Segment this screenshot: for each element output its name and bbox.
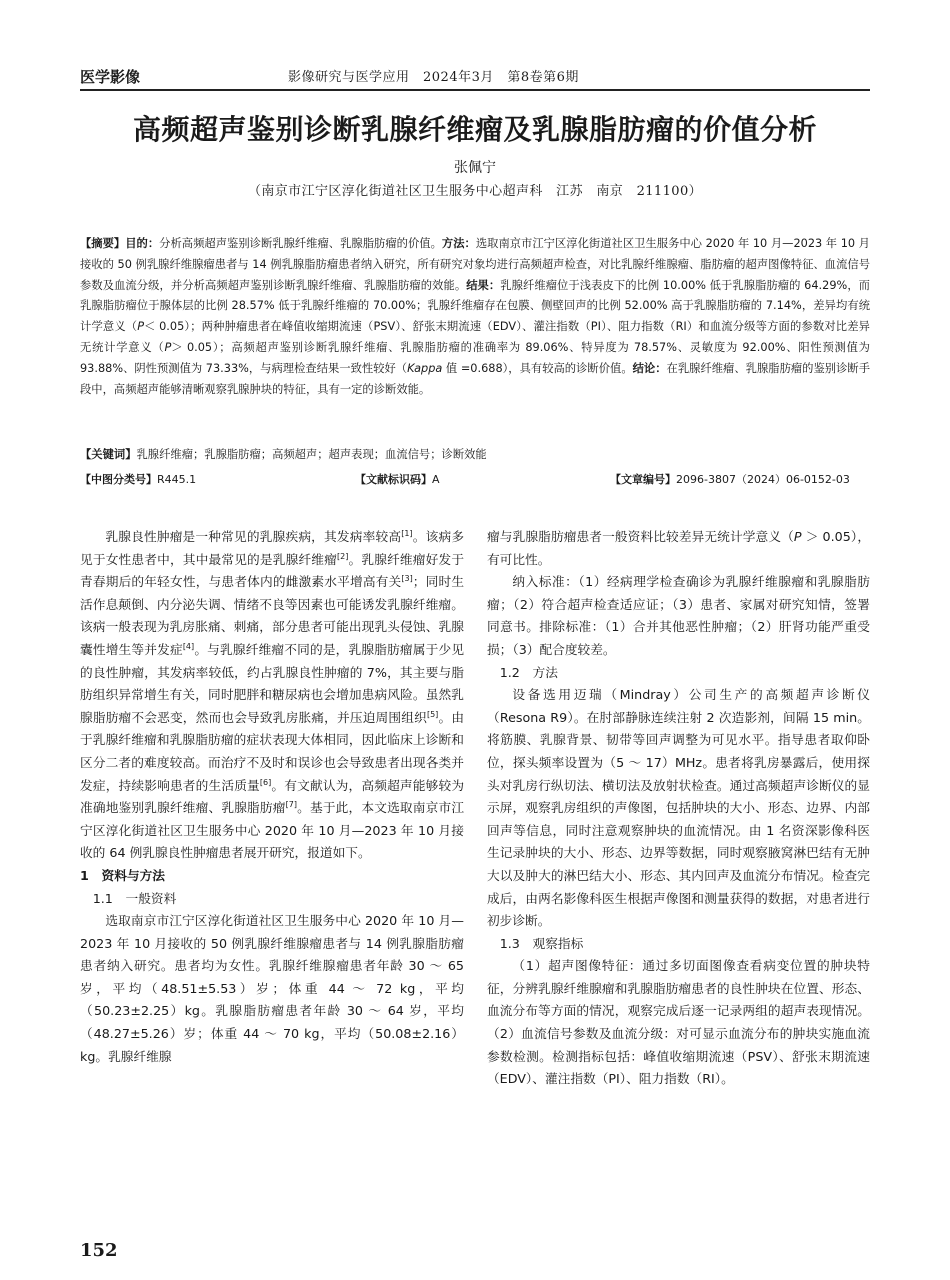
keywords-text: 乳腺纤维瘤；乳腺脂肪瘤；高频超声；超声表现；血流信号；诊断效能: [136, 448, 487, 461]
continued-paragraph: 瘤与乳腺脂肪瘤患者一般资料比较差异无统计学意义（P ＞ 0.05），有可比性。: [487, 529, 871, 567]
result-text-c: ＞ 0.05）；高频超声鉴别诊断乳腺纤维瘤、乳腺脂肪瘤的准确率为 89.06%、特异度为 78.57%、灵敏度为 92.00%、阳性预测值为 93.88%、阴性预测值为 73.33%，与病理检查结果一致性较好（: [80, 340, 870, 375]
subsection-heading: 1.2 方法: [499, 664, 558, 680]
p-symbol: P: [164, 340, 172, 354]
clc-number: [80, 471, 196, 487]
journal-header: 影像研究与医学应用 2024年3月 第8卷第6期: [288, 70, 579, 85]
art-value: 2096-3807（2024）06-0152-03: [676, 473, 850, 486]
citation: [4]: [182, 641, 195, 651]
section-label: 医学影像: [80, 68, 141, 86]
p-symbol: P: [793, 529, 802, 544]
p-symbol: P: [137, 320, 145, 334]
result-label: 结果：: [466, 278, 501, 292]
conclusion-label: 结论：: [632, 361, 667, 375]
article-number: [610, 471, 850, 487]
keywords-label: 【关键词】: [80, 448, 137, 461]
clc-label: 【中图分类号】: [80, 473, 157, 486]
doc-value: A: [432, 473, 440, 486]
intro-paragraph: 乳腺良性肿瘤是一种常见的乳腺疾病，其发病率较高[1]。该病多见于女性患者中，其中最常见的是乳腺纤维瘤[2]。乳腺纤维瘤好发于青春期后的年轻女性，与患者体内的雌激素水平增高有关[3]；同时生活作息颠倒、内分泌失调、情绪不良等因素也可能诱发乳腺纤维瘤。该病一般表现为乳房胀痛、刺痛，部分患者可能出现乳头侵蚀、乳腺囊性增生等并发症[4]。与乳腺纤维瘤不同的是，乳腺脂肪瘤属于少见的良性肿瘤，其发病率较低，约占乳腺良性肿瘤的 7%，其主要与脂肪组织异常增生有关，同时肥胖和糖尿病也会增加患病风险。虽然乳腺脂肪瘤不会恶变，然而也会导致乳房胀痛，并压迫周围组织[5]。由于乳腺纤维瘤和乳腺脂肪瘤的症状表现大体相同，因此临床上诊断和区分二者的难度较高。而治疗不及时和误诊也会导致患者出现各类并发症，持续影响患者的生活质量[6]。有文献认为，高频超声能够较为准确地鉴别乳腺纤维瘤、乳腺脂肪瘤[7]。基于此，本文选取南京市江宁区淳化街道社区卫生服务中心 2020 年 10 月—2023 年 10 月接收的 64 例乳腺良性肿瘤患者展开研究，报道如下。: [80, 528, 465, 861]
document-code: [355, 471, 440, 487]
kappa-symbol: Kappa: [407, 361, 443, 375]
subsection-heading: 1.3 观察指标: [499, 935, 584, 951]
paper-title: 高频超声鉴别诊断乳腺纤维瘤及乳腺脂肪瘤的价值分析: [132, 113, 817, 146]
citation: [1]: [401, 528, 413, 538]
doc-label: 【文献标识码】: [355, 473, 432, 486]
citation: [5]: [426, 709, 439, 719]
method-paragraph: 设备选用迈瑞（Mindray）公司生产的高频超声诊断仪（Resona R9）。在肘部静脉连续注射 2 次造影剂，间隔 15 min。将筋膜、乳腺背景、韧带等回声调整为可见水平。指导患者取仰卧位，探头频率设置为（5 ～ 17）MHz。患者将乳房暴露后，使用探头对乳房行纵切法、横切法及放射状检查。通过高频超声诊断仪的显示屏，观察乳房组织的声像图，包括肿块的大小、形态、边界、内部回声等信息，同时注意观察肿块的血流情况。由 1 名资深影像科医生记录肿块的大小、形态、边界等数据，同时观察腋窝淋巴结有无肿大以及肿大的淋巴结大小、形态、其内回声及血流分布情况。检查完成后，由两名影像科医生根据声像图和测量获得的数据，对患者进行初步诊断。: [487, 687, 870, 929]
section-heading: 1 资料与方法: [80, 867, 165, 883]
result-text-d: 值 =0.688），具有较高的诊断价值。: [442, 361, 633, 375]
result-text-b: ＜ 0.05）；两种肿瘤患者在峰值收缩期流速（PSV）、舒张末期流速（EDV）、灌注指数（PI）、阻力指数（RI）和血流分级等方面的参数对比差异无统计学意义（: [80, 320, 870, 354]
method-label: 方法：: [441, 237, 476, 250]
criteria-paragraph: 纳入标准：（1）经病理学检查确诊为乳腺纤维腺瘤和乳腺脂肪瘤；（2）符合超声检查适应证；（3）患者、家属对研究知情，签署同意书。排除标准：（1）合并其他恶性肿瘤；（2）肝肾功能严重受损；（3）配合度较差。: [487, 574, 870, 657]
abstract: [80, 234, 870, 400]
subsection-heading: 1.1 一般资料: [92, 890, 177, 906]
citation: [3]: [401, 573, 413, 583]
conclusion-text: 在乳腺纤维瘤、乳腺脂肪瘤的鉴别诊断手段中，高频超声能够清晰观察乳腺肿块的特征，具有一定的诊断效能。: [80, 361, 870, 396]
header-rule: [80, 89, 870, 91]
objective-text: 分析高频超声鉴别诊断乳腺纤维瘤、乳腺脂肪瘤的价值。: [159, 237, 442, 250]
keywords: [80, 446, 870, 462]
result-text-a: 乳腺纤维瘤位于浅表皮下的比例 10.00% 低于乳腺脂肪瘤的 64.29%，而乳腺脂肪瘤位于腺体层的比例 28.57% 低于乳腺纤维瘤的 70.00%；乳腺纤维瘤存在包膜、侧壁回声的比例 52.00% 高于乳腺脂肪瘤的 7.14%，差异均有统计学意义（: [80, 278, 870, 334]
author: 张佩宁: [454, 160, 496, 176]
right-column: [487, 526, 870, 1091]
left-column: [80, 526, 464, 1068]
affiliation: （南京市江宁区淳化街道社区卫生服务中心超声科 江苏 南京 211100）: [247, 184, 703, 199]
art-label: 【文章编号】: [610, 473, 676, 486]
indicators-paragraph: （1）超声图像特征：通过多切面图像查看病变位置的肿块特征，分辨乳腺纤维腺瘤和乳腺脂肪瘤患者的良性肿块在位置、形态、血流分布等方面的情况，观察完成后逐一记录两组的超声表现情况。（2）血流信号参数及血流分级：对可显示血流分布的肿块实施血流参数检测。检测指标包括：峰值收缩期流速（PSV）、舒张末期流速（EDV）、灌注指数（PI）、阻力指数（RI）。: [487, 958, 870, 1087]
citation: [7]: [285, 799, 297, 809]
general-data-paragraph: 选取南京市江宁区淳化街道社区卫生服务中心 2020 年 10 月—2023 年 10 月接收的 50 例乳腺纤维腺瘤患者与 14 例乳腺脂肪瘤患者纳入研究。患者均为女性。乳腺纤维腺瘤患者年龄 30 ～ 65 岁，平均（48.51±5.53）岁；体重 44 ～ 72 kg，平均（50.23±2.25）kg。乳腺脂肪瘤患者年龄 30 ～ 64 岁，平均（48.27±5.26）岁；体重 44 ～ 70 kg，平均（50.08±2.16）kg。乳腺纤维腺: [80, 913, 464, 1064]
clc-value: R445.1: [157, 473, 197, 486]
citation: [2]: [337, 551, 349, 561]
method-text: 选取南京市江宁区淳化街道社区卫生服务中心 2020 年 10 月—2023 年 10 月接收的 50 例乳腺纤维腺瘤患者与 14 例乳腺脂肪瘤患者纳入研究，所有研究对象均进行高频超声检查，对比乳腺纤维腺瘤、脂肪瘤的超声图像特征、血流信号参数及血流分级，并分析高频超声鉴别诊断乳腺纤维瘤、乳腺脂肪瘤的效能。: [80, 237, 870, 292]
page-number: 152: [80, 1240, 118, 1261]
abstract-label: 【摘要】: [80, 237, 126, 250]
objective-label: 目的：: [125, 237, 160, 250]
citation: [6]: [259, 777, 272, 787]
